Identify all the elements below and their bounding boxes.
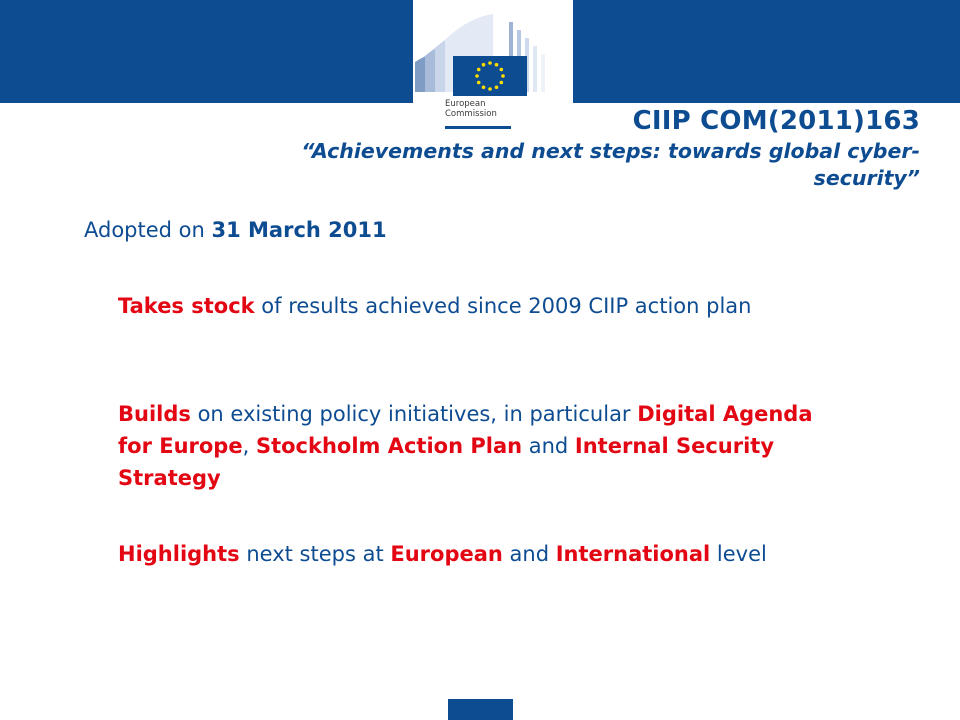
bullet-1-text: of results achieved since 2009 CIIP action plan [254, 294, 752, 318]
bullet-takes-stock [118, 290, 818, 322]
footer-flag-tab [448, 699, 513, 720]
bullet-3-international: International [555, 542, 711, 566]
bullet-3-keyword: Highlights [118, 542, 240, 566]
bullet-2-keyword: Builds [118, 402, 191, 426]
bullet-1-keyword: Takes stock [118, 294, 255, 318]
bullet-2-digital-agenda: Digital Agenda for Europe [118, 402, 813, 458]
bullet-3-european: European [390, 542, 503, 566]
bullet-2-stockholm: Stockholm Action Plan [255, 434, 523, 458]
adopted-date-line [84, 214, 387, 246]
bullet-2-text: on existing policy initiatives, in particular [190, 402, 638, 426]
logo-line-1: European [445, 99, 486, 109]
adopted-date: 31 March 2011 [211, 218, 387, 242]
title-sub-line-2: security” [813, 166, 920, 190]
bullet-2-separator: , [242, 434, 256, 458]
bullet-2-and: and [522, 434, 575, 458]
slide-title [100, 104, 920, 192]
title-sub-line-1: “Achievements and next steps: towards global cyber- [301, 139, 920, 163]
logo-line-2: Commission [445, 109, 497, 119]
bullet-3-level: level [710, 542, 767, 566]
bullet-builds [118, 398, 818, 494]
title-main: CIIP COM(2011)163 [632, 106, 920, 136]
bullet-highlights [118, 538, 818, 570]
bullet-3-and: and [502, 542, 556, 566]
bullet-2-internal-security: Internal Security Strategy [118, 434, 775, 490]
adopted-prefix: Adopted on [84, 218, 212, 242]
bullet-3-text: next steps at [239, 542, 391, 566]
